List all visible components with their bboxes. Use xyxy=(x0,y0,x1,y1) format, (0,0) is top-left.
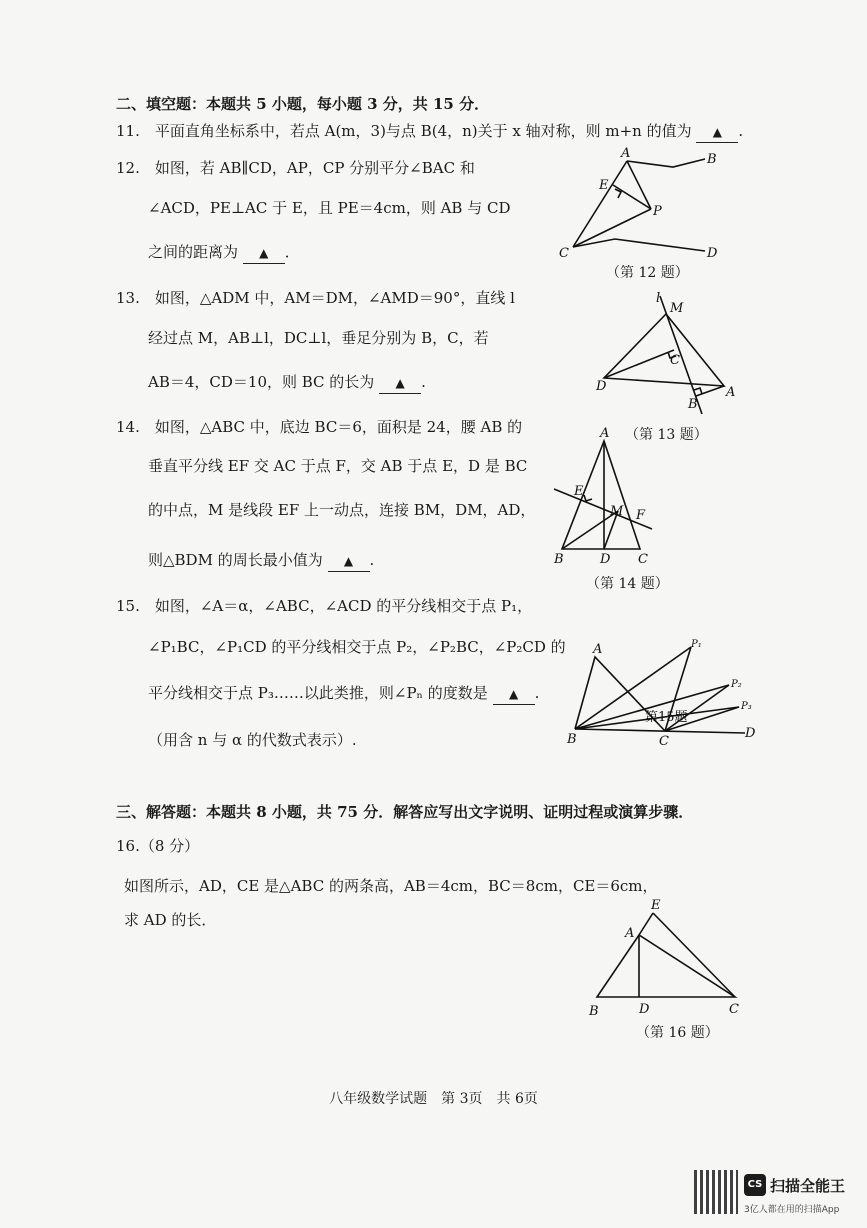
caption-13: （第 13 题） xyxy=(625,427,708,443)
question-11 xyxy=(116,121,743,143)
question-14-line4 xyxy=(148,550,374,572)
f15-label-c: C xyxy=(659,734,669,749)
f15-label-p3: P₃ xyxy=(741,701,752,712)
f13-label-c: C xyxy=(670,353,680,368)
section3-heading: 三、解答题：本题共 8 小题，共 75 分．解答应写出文字说明、证明过程或演算步骤． xyxy=(116,803,694,821)
f16-triangle-abc xyxy=(597,935,735,997)
question-15-line3 xyxy=(148,683,539,705)
question-15-line2: ∠P₁BC，∠P₁CD 的平分线相交于点 P₂，∠P₂BC，∠P₂CD 的 xyxy=(148,638,566,656)
figure-15 xyxy=(565,635,760,750)
question-14-line4-text: 则△BDM 的周长最小值为 xyxy=(148,551,323,569)
f14-label-a: A xyxy=(600,426,610,441)
f16-label-c: C xyxy=(729,1002,739,1017)
f15-label-p2: P₂ xyxy=(731,679,742,690)
question-11-text: 11. 平面直角坐标系中，若点 A(m，3)与点 B(4，n)关于 x 轴对称，则 m+n 的值为 xyxy=(116,122,692,140)
f16-line-ae xyxy=(639,913,653,935)
f13-label-a: A xyxy=(726,385,736,400)
question-13-end: . xyxy=(421,373,426,391)
caption-16: （第 16 题） xyxy=(636,1025,719,1041)
qr-code-icon xyxy=(694,1170,738,1214)
f14-label-c: C xyxy=(638,552,648,567)
f16-label-e: E xyxy=(651,898,661,913)
question-15-line4: （用含 n 与 α 的代数式表示）. xyxy=(148,731,357,749)
f12-label-e: E xyxy=(599,178,609,193)
question-13-line3 xyxy=(148,372,426,394)
f12-line-ab xyxy=(627,159,705,167)
f15-label-a: A xyxy=(593,642,603,657)
f12-label-a: A xyxy=(621,146,631,161)
f14-label-e: E xyxy=(574,484,584,499)
f15-line-bd xyxy=(575,729,745,733)
caption-12: （第 12 题） xyxy=(606,265,689,281)
question-16-line2: 求 AD 的长． xyxy=(124,911,217,929)
question-12-line1: 12. 如图，若 AB∥CD，AP，CP 分别平分∠BAC 和 xyxy=(116,159,475,177)
f15-label-b: B xyxy=(567,732,577,747)
f12-label-d: D xyxy=(707,246,718,261)
question-16-header: 16.（8 分） xyxy=(116,837,200,855)
question-12-end: ． xyxy=(284,243,300,261)
figure-14 xyxy=(548,425,658,570)
f13-label-m: M xyxy=(670,301,684,316)
question-12-line3-text: 之间的距离为 xyxy=(148,243,239,261)
f15-label-d: D xyxy=(745,726,756,741)
f16-line-ec xyxy=(653,913,735,997)
f13-line-dc xyxy=(604,350,674,378)
f14-label-f: F xyxy=(636,508,646,523)
f12-label-p: P xyxy=(653,204,662,219)
f13-label-l: l xyxy=(656,291,661,306)
page-footer: 八年级数学试题 第 3页 共 6页 xyxy=(329,1091,538,1107)
answer-blank-14[interactable]: ▲ xyxy=(328,551,370,572)
f16-label-b: B xyxy=(589,1004,599,1019)
f16-label-a: A xyxy=(625,926,635,941)
scanner-brand-name: 扫描全能王 xyxy=(770,1177,846,1195)
question-14-line1: 14. 如图，△ABC 中，底边 BC＝6，面积是 24，腰 AB 的 xyxy=(116,418,523,436)
f14-label-m: M xyxy=(610,504,624,519)
answer-blank-12[interactable]: ▲ xyxy=(243,243,285,264)
section2-heading: 二、填空题：本题共 5 小题，每小题 3 分，共 15 分． xyxy=(116,95,490,113)
f14-label-d: D xyxy=(600,552,611,567)
camscanner-logo-icon: CS xyxy=(744,1174,766,1196)
question-15-line3-text: 平分线相交于点 P₃……以此类推，则∠Pₙ 的度数是 xyxy=(148,684,488,702)
f16-label-d: D xyxy=(639,1002,650,1017)
f13-triangle-adm xyxy=(604,314,724,386)
question-11-end: . xyxy=(738,122,744,140)
answer-blank-13[interactable]: ▲ xyxy=(379,373,421,394)
scanner-watermark xyxy=(694,1170,862,1220)
f15-label-p1: P₁ xyxy=(691,639,702,650)
answer-blank-15[interactable]: ▲ xyxy=(493,684,535,705)
f12-line-cd xyxy=(573,239,705,251)
f14-label-b: B xyxy=(554,552,564,567)
answer-blank-11[interactable]: ▲ xyxy=(696,122,738,143)
f12-label-c: C xyxy=(559,246,569,261)
f12-label-b: B xyxy=(707,152,717,167)
caption-14: （第 14 题） xyxy=(586,576,669,592)
question-12-line3 xyxy=(148,242,300,264)
question-13-line2: 经过点 M，AB⊥l，DC⊥l，垂足分别为 B，C，若 xyxy=(148,329,489,347)
question-15-end: . xyxy=(534,684,540,702)
question-15-line1: 15. 如图，∠A＝α，∠ABC，∠ACD 的平分线相交于点 P₁， xyxy=(116,597,533,615)
f14-right-angle xyxy=(584,495,592,501)
scanner-tagline: 3亿人都在用的扫描App xyxy=(744,1205,840,1215)
f13-label-b: B xyxy=(688,397,698,412)
question-16-line1: 如图所示，AD，CE 是△ABC 的两条高，AB＝4cm，BC＝8cm，CE＝6cm， xyxy=(124,877,658,895)
figure-13 xyxy=(590,290,750,420)
figure-12 xyxy=(555,145,730,265)
question-14-line3: 的中点，M 是线段 EF 上一动点，连接 BM，DM，AD， xyxy=(148,501,536,519)
question-14-end: . xyxy=(369,551,375,569)
question-13-line1: 13. 如图，△ADM 中，AM＝DM，∠AMD＝90°，直线 l xyxy=(116,289,515,307)
figure-16 xyxy=(585,895,745,1020)
question-14-line2: 垂直平分线 EF 交 AC 于点 F，交 AB 于点 E，D 是 BC xyxy=(148,457,528,475)
caption-15: 第15题 xyxy=(645,710,688,725)
question-13-line3-text: AB＝4，CD＝10，则 BC 的长为 xyxy=(148,373,375,391)
question-12-line2: ∠ACD，PE⊥AC 于 E，且 PE＝4cm，则 AB 与 CD xyxy=(148,199,511,217)
f13-label-d: D xyxy=(596,379,607,394)
